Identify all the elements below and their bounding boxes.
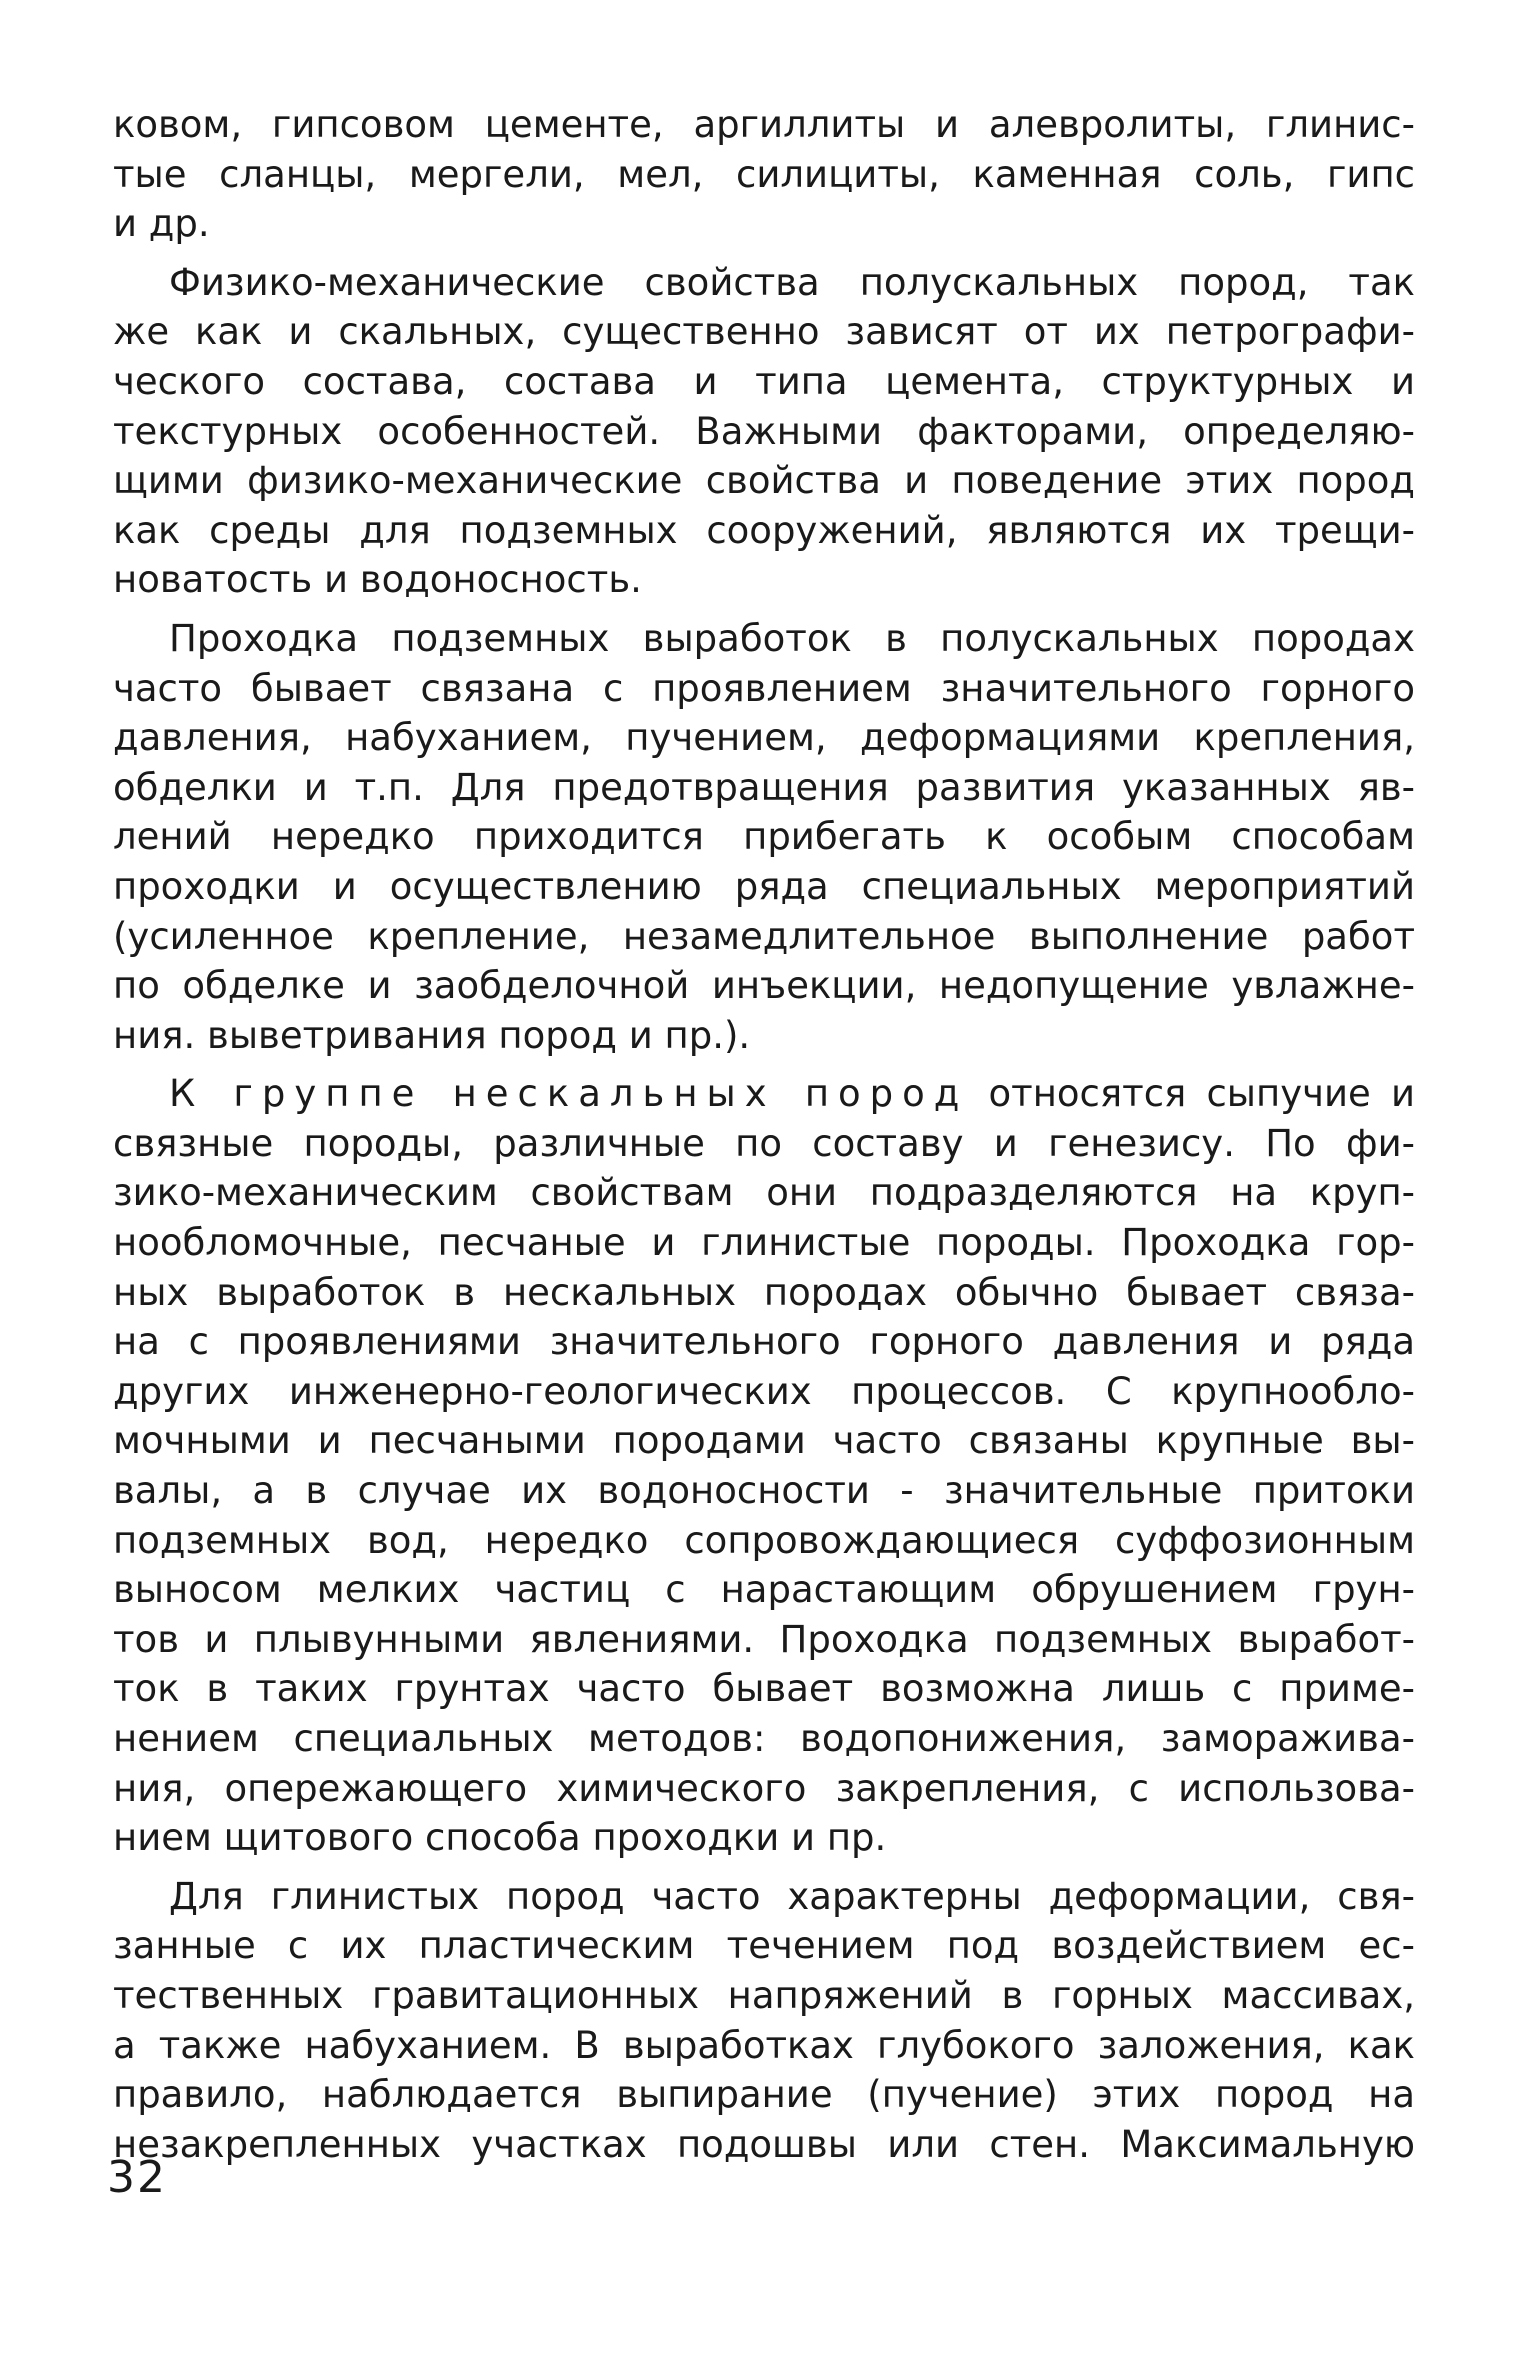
text-line: ческого состава, состава и типа цемента, структурных и (113, 359, 1415, 403)
text-line: подземных вод, нередко сопровождающиеся суффозионным (113, 1518, 1415, 1562)
text-line: занные с их пластическим течением под воздействием ес- (113, 1924, 1415, 1968)
page-number: 32 (107, 2152, 167, 2203)
text-line: незакрепленных участках подошвы или стен. Максимальную (113, 2122, 1415, 2166)
text-line: же как и скальных, существенно зависят от их петрографи- (113, 310, 1415, 354)
text-line: ния, опережающего химического закрепления, с использова- (113, 1766, 1415, 1810)
text-line: лений нередко приходится прибегать к особым способам (113, 815, 1415, 859)
text-line: ток в таких грунтах часто бывает возможна лишь с приме- (113, 1667, 1415, 1711)
text-line: Для глинистых пород часто характерны деформации, свя- (169, 1874, 1415, 1918)
text-line: зико-механическим свойствам они подразделяются на круп- (113, 1171, 1415, 1215)
paragraph-5 (113, 1872, 1415, 2170)
paragraph-3 (113, 614, 1415, 1060)
text-line: а также набуханием. В выработках глубокого заложения, как (113, 2023, 1415, 2067)
text-line: нообломочные, песчаные и глинистые породы. Проходка гор- (113, 1221, 1415, 1265)
text-line: правило, наблюдается выпирание (пучение) этих пород на (113, 2073, 1415, 2117)
text-line: новатость и водоносность. (113, 558, 642, 602)
text-line: мочными и песчаными породами часто связаны крупные вы- (113, 1419, 1415, 1463)
text-line: ных выработок в нескальных породах обычно бывает связа- (113, 1270, 1415, 1314)
text-line: валы, а в случае их водоносности - значительные притоки (113, 1469, 1415, 1513)
text-line: обделки и т.п. Для предотвращения развития указанных яв- (113, 765, 1415, 809)
body-text (113, 100, 1415, 2169)
text-line: выносом мелких частиц с нарастающим обрушением грун- (113, 1568, 1415, 1612)
text-line: щими физико-механические свойства и поведение этих пород (113, 459, 1415, 503)
text-line: тественных гравитационных напряжений в горных массивах, (113, 1973, 1415, 2017)
text-line: других инженерно-геологических процессов. С крупнообло- (113, 1369, 1415, 1413)
paragraph-2 (113, 258, 1415, 605)
paragraph-4 (113, 1069, 1415, 1863)
text-line: как среды для подземных сооружений, являются их трещи- (113, 508, 1415, 552)
emphasized-term: К группе нескальных пород (169, 1072, 969, 1116)
text-line: связные породы, различные по составу и генезису. По фи- (113, 1121, 1415, 1165)
text-line: на с проявлениями значительного горного давления и ряда (113, 1320, 1415, 1364)
paragraph-1 (113, 100, 1415, 249)
text-line: Проходка подземных выработок в полускальных породах (169, 616, 1415, 660)
text-line: нением специальных методов: водопонижения, заморажива- (113, 1717, 1415, 1760)
text-line: тые сланцы, мергели, мел, силициты, каменная соль, гипс (113, 152, 1415, 196)
text-line: ковом, гипсовом цементе, аргиллиты и алевролиты, глинис- (113, 103, 1415, 146)
text-line (113, 1069, 1415, 1119)
text-line: текстурных особенностей. Важными факторами, определяю- (113, 409, 1415, 453)
text-line: по обделке и заобделочной инъекции, недопущение увлажне- (113, 964, 1415, 1008)
text-line: Физико-механические свойства полускальных пород, так (169, 260, 1415, 304)
text-line: проходки и осуществлению ряда специальных мероприятий (113, 864, 1415, 908)
text-line: (усиленное крепление, незамедлительное выполнение работ (113, 914, 1415, 958)
text-line: нием щитового способа проходки и пр. (113, 1816, 887, 1860)
text-line: часто бывает связана с проявлением значительного горного (113, 666, 1415, 710)
text-line: ния. выветривания пород и пр.). (113, 1013, 751, 1057)
text-line: давления, набуханием, пучением, деформациями крепления, (113, 716, 1415, 760)
text-line-rest: относятся сыпучие и (968, 1072, 1415, 1116)
text-line: и др. (113, 202, 210, 246)
text-line: тов и плывунными явлениями. Проходка подземных выработ- (113, 1617, 1415, 1661)
